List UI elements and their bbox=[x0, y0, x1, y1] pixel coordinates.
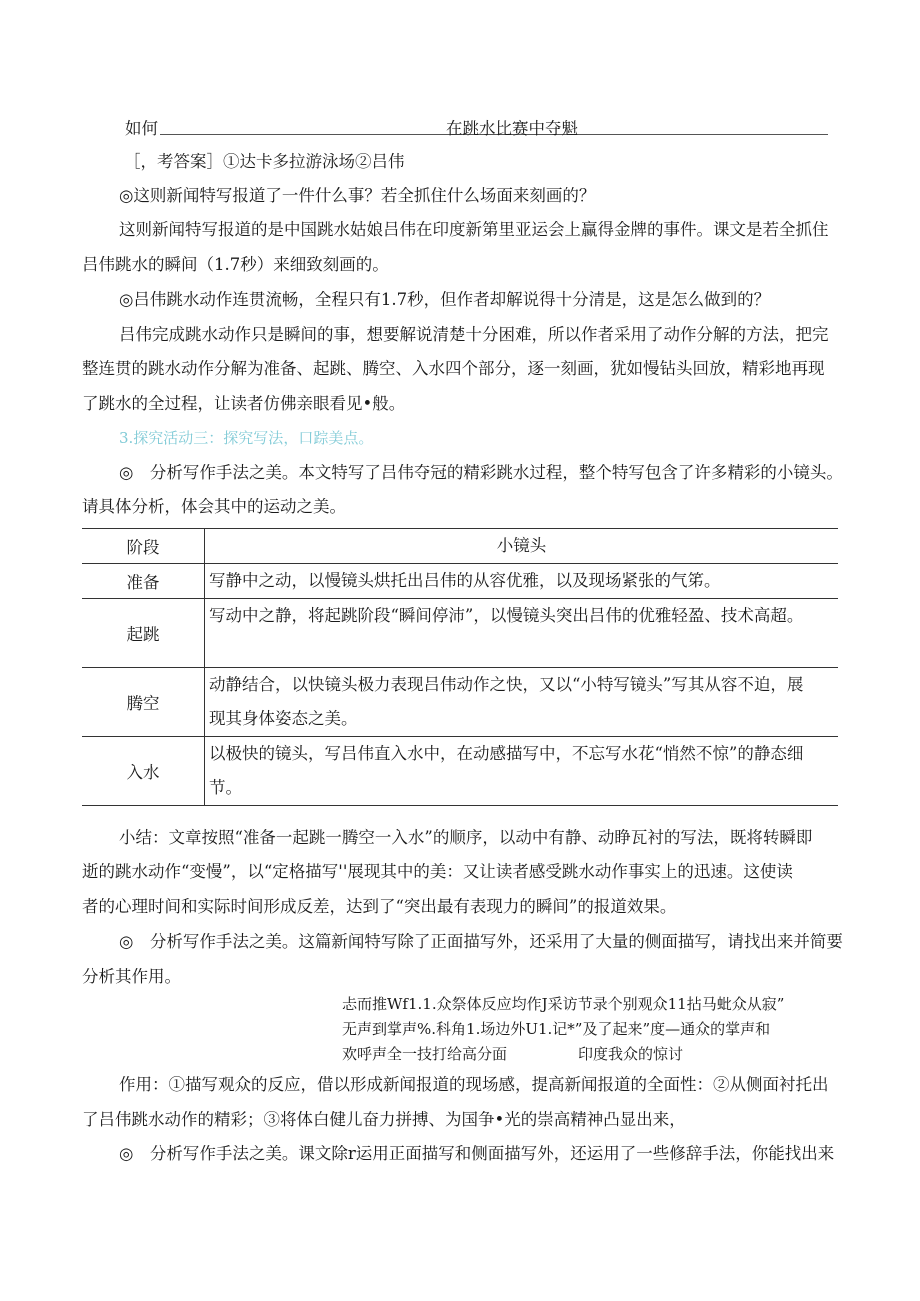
task-3-line-1: ◎ 分析写作手法之美。课文除r运用正面描写和侧面描写外，还运用了一些修辞手法，你能找出来 bbox=[119, 1144, 835, 1163]
table-cell-text: 以极快的镜头，写吕伟直入水中，在动感描写中，不忘写水花“悄然不惊”的静态细 bbox=[209, 744, 804, 763]
table-row bbox=[82, 564, 838, 599]
ocr-line-3-left: 欢呼声全一技打给高分面 bbox=[342, 1045, 508, 1063]
question-1: ◎这则新闻特写报道了一件什么事？若全抓住什么场面来刻画的？ bbox=[119, 186, 596, 205]
header-title: 在跳水比赛中夺魁 bbox=[446, 119, 578, 138]
table-cell-stage: 入水 bbox=[82, 737, 205, 806]
table-cell-stage: 准备 bbox=[82, 564, 205, 599]
effect-line-2: 了吕伟跳水动作的精彩；③将体白健儿奋力拼搏、为国争•光的崇高精神凸显出来， bbox=[82, 1110, 686, 1129]
table-cell-stage: 起跳 bbox=[82, 599, 205, 668]
ocr-line-2: 无声到掌声%.科角1.场边外U1.记*”及了起来”度—通众的掌声和 bbox=[342, 1020, 771, 1038]
effect-line-1: 作用：①描写观众的反应，借以形成新闻报道的现场感，提高新闻报道的全面性：②从侧面衬托出 bbox=[119, 1075, 829, 1094]
answer-1-line-1: 这则新闻特写报道的是中国跳水姑娘吕伟在印度新第里亚运会上赢得金牌的事件。课文是若全抓住 bbox=[119, 220, 829, 239]
task-1-line-1: ◎ 分析写作手法之美。本文特写了吕伟夺冠的精彩跳水过程，整个特写包含了许多精彩的小镜头。 bbox=[119, 463, 843, 482]
answer-1-line-2: 吕伟跳水的瞬间（1.7秒）来细致刻画的。 bbox=[82, 255, 389, 274]
answer-2-line-3: 了跳水的全过程，让读者仿佛亲眼看见•般。 bbox=[82, 394, 406, 413]
table-cell-shot bbox=[205, 668, 839, 737]
table-header-stage: 阶段 bbox=[82, 529, 205, 564]
answer-2-line-1: 吕伟完成跳水动作只是瞬间的事，想要解说清楚十分困难，所以作者采用了动作分解的方法，把完 bbox=[119, 325, 829, 344]
answer-2-line-2: 整连贯的跳水动作分解为准备、起跳、腾空、入水四个部分，逐一刻画，犹如慢钻头回放，精彩地再现 bbox=[82, 359, 825, 378]
task-2-line-2: 分析其作用。 bbox=[82, 967, 181, 986]
table-cell-text: 现其身体姿态之美。 bbox=[209, 709, 358, 728]
table-header-shot: 小镜头 bbox=[205, 529, 839, 564]
table-cell-text: 节。 bbox=[209, 778, 242, 797]
table-cell-stage: 腾空 bbox=[82, 668, 205, 737]
summary-line-1: 小结：文章按照“准备一起跳一腾空一入水”的顺序，以动中有静、动睁瓦衬的写法，既将转瞬即 bbox=[119, 828, 813, 847]
table-cell-shot bbox=[205, 599, 839, 668]
table-cell-shot bbox=[205, 737, 839, 806]
table-header-row bbox=[82, 529, 838, 564]
table-cell-text: 动静结合，以快镜头极力表现吕伟动作之快，又以“小特写镜头”写其从容不迫，展 bbox=[209, 675, 804, 694]
header-left-text: 如何 bbox=[125, 119, 158, 138]
table-cell-text: 写动中之静，将起跳阶段“瞬间停沛”，以慢镜头突出吕伟的优雅轻盈、技术高超。 bbox=[209, 606, 804, 625]
activity-3-heading: 3.探究活动三：探究写法，口踪美点。 bbox=[119, 429, 374, 447]
summary-line-2: 逝的跳水动作“变慢”，以“定格描写''展现其中的美：又让读者感受跳水动作事实上的迅速。这使读 bbox=[82, 862, 793, 881]
ocr-line-1: 忐而推Wf1.1.众祭体反应均作J采访节录个别观众11拈马蚍众从寂” bbox=[342, 995, 785, 1013]
table-cell-shot bbox=[205, 564, 839, 599]
task-1-line-2: 请具体分析，体会其中的运动之美。 bbox=[82, 497, 346, 516]
table-row bbox=[82, 737, 838, 806]
shots-table bbox=[82, 528, 838, 806]
ocr-line-3-right: 印度我众的惊讨 bbox=[578, 1045, 684, 1063]
table-row bbox=[82, 599, 838, 668]
task-2-line-1: ◎ 分析写作手法之美。这篇新闻特写除了正面描写外，还采用了大量的侧面描写，请找出来并简要 bbox=[119, 932, 843, 951]
table-row bbox=[82, 668, 838, 737]
answer-reference: ［，考答案］①达卡多拉游泳场②吕伟 bbox=[124, 152, 405, 171]
question-2: ◎吕伟跳水动作连贯流畅，全程只有1.7秒，但作者却解说得十分清是，这是怎么做到的？ bbox=[119, 290, 771, 309]
table-cell-text: 写静中之动，以慢镜头烘托出吕伟的从容优雅，以及现场紧张的气笫。 bbox=[209, 571, 721, 590]
summary-line-3: 者的心理时间和实际时间形成反差，达到了“突出最有表现力的瞬间”的报道效果。 bbox=[82, 897, 677, 916]
